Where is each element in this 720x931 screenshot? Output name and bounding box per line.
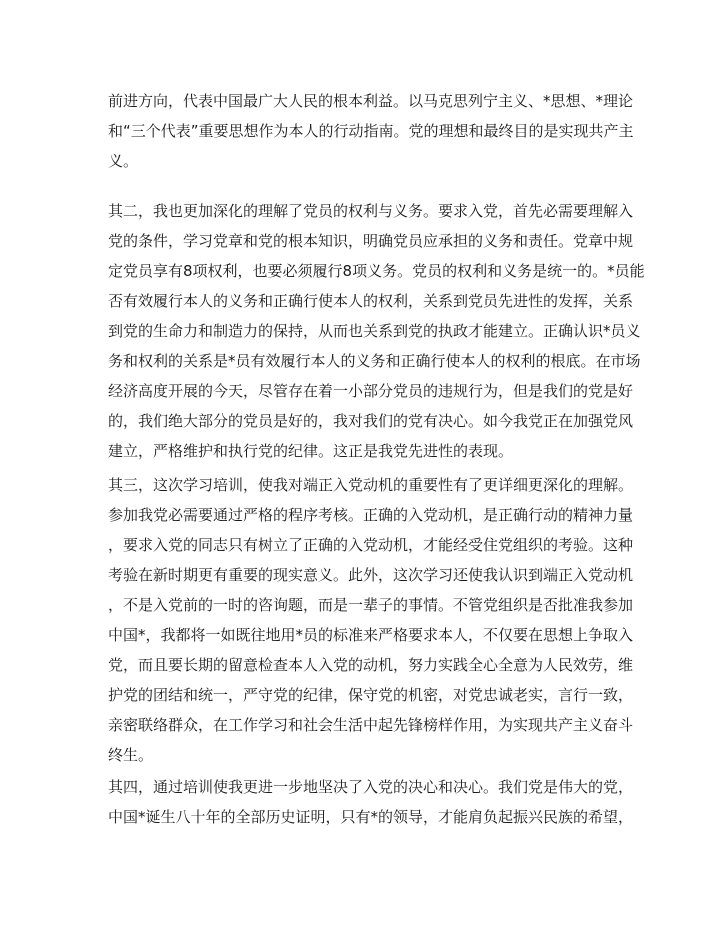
paragraph-3	[108, 470, 634, 770]
paragraph-line: 中国*诞生八十年的全部历史证明，只有*的领导，才能肩负起振兴民族的希望，	[108, 808, 634, 826]
paragraph-line: 否有效履行本人的义务和正确行使本人的权利，关系到党员先进性的发挥，关系	[108, 292, 634, 310]
paragraph-line: 考验在新时期更有重要的现实意义。此外，这次学习还使我认识到端正入党动机	[108, 566, 634, 584]
paragraph-line: 其四，通过培训使我更进一步地坚决了入党的决心和决心。我们党是伟大的党，	[108, 778, 634, 796]
paragraph-4	[108, 772, 634, 832]
paragraph-line: 党的条件，学习党章和党的根本知识，明确党员应承担的义务和责任。党章中规	[108, 232, 634, 250]
paragraph-line: ，不是入党前的一时的咨询题，而是一辈子的事情。不管党组织是否批准我参加	[108, 596, 634, 614]
paragraph-line: 其二，我也更加深化的理解了党员的权利与义务。要求入党，首先必需要理解入	[108, 202, 634, 220]
paragraph-line: 前进方向，代表中国最广大人民的根本利益。以马克思列宁主义、*思想、*理论	[108, 92, 634, 110]
paragraph-line: 义。	[108, 152, 139, 170]
paragraph-line: 和“三个代表”重要思想作为本人的行动指南。党的理想和最终目的是实现共产主	[108, 122, 634, 140]
paragraph-line: 护党的团结和统一，严守党的纪律，保守党的机密，对党忠诚老实，言行一致，	[108, 686, 634, 704]
paragraph-line: 其三，这次学习培训，使我对端正入党动机的重要性有了更详细更深化的理解。	[108, 476, 634, 494]
paragraph-2	[108, 196, 645, 466]
paragraph-line: 建立，严格维护和执行党的纪律。这正是我党先进性的表现。	[108, 442, 514, 460]
paragraph-line: 经济高度开展的今天，尽管存在着一小部分党员的违规行为，但是我们的党是好	[108, 382, 634, 400]
paragraph-line: 亲密联络群众，在工作学习和社会生活中起先锋榜样作用，为实现共产主义奋斗	[108, 716, 634, 734]
paragraph-line: 的，我们绝大部分的党员是好的，我对我们的党有决心。如今我党正在加强党风	[108, 412, 634, 430]
paragraph-line: ，要求入党的同志只有树立了正确的入党动机，才能经受住党组织的考验。这种	[108, 536, 634, 554]
paragraph-line: 定党员享有8项权利，也要必须履行8项义务。党员的权利和义务是统一的。*员能	[108, 262, 645, 280]
paragraph-line: 参加我党必需要通过严格的程序考核。正确的入党动机，是正确行动的精神力量	[108, 506, 634, 524]
paragraph-line: 终生。	[108, 746, 154, 764]
paragraph-line: 到党的生命力和制造力的保持，从而也关系到党的执政才能建立。正确认识*员义	[108, 322, 641, 340]
paragraph-line: 党，而且要长期的留意检查本人入党的动机，努力实践全心全意为人民效劳，维	[108, 656, 634, 674]
paragraph-line: 中国*，我都将一如既往地用*员的标准来严格要求本人，不仅要在思想上争取入	[108, 626, 634, 644]
paragraph-1	[108, 86, 634, 176]
paragraph-line: 务和权利的关系是*员有效履行本人的义务和正确行使本人的权利的根底。在市场	[108, 352, 641, 370]
